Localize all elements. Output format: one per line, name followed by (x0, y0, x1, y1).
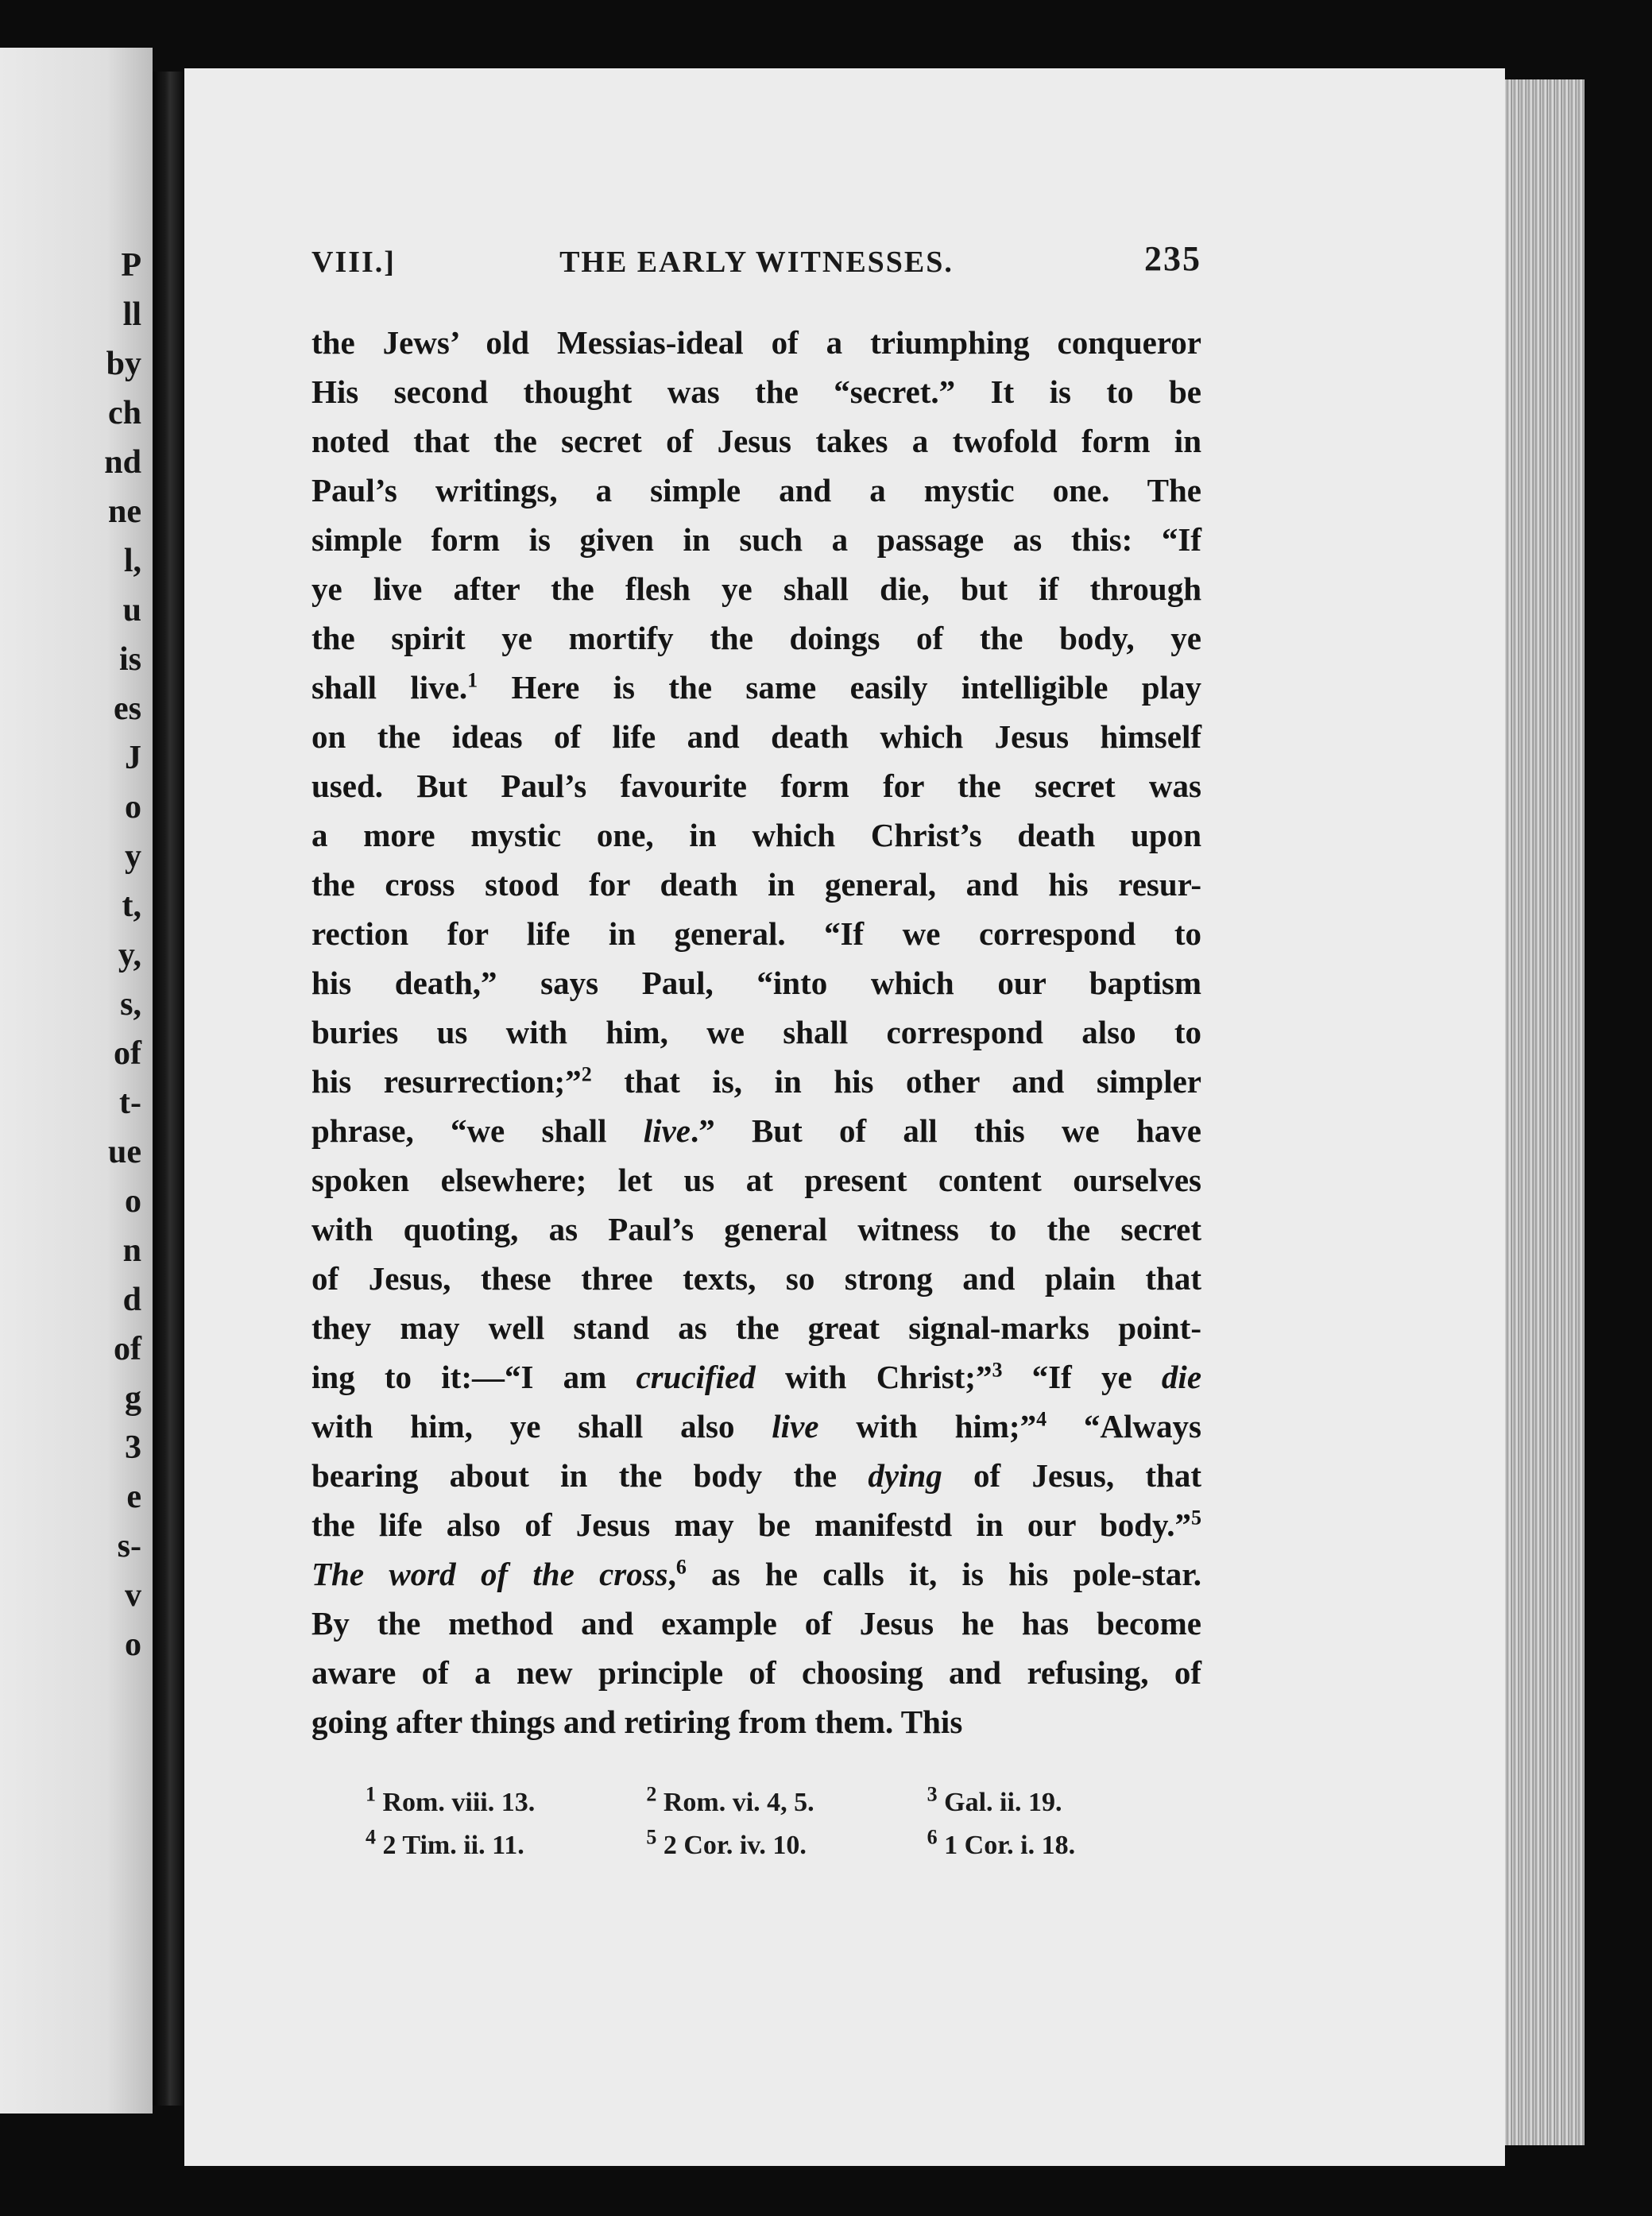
footnote (927, 1825, 1208, 1874)
text-line (311, 1599, 1201, 1648)
footnote-row (366, 1825, 1208, 1874)
text-run: .” But of all this we have (690, 1112, 1201, 1149)
footnote-number: 4 (366, 1825, 376, 1849)
text-line (311, 860, 1201, 909)
text-run: with him, ye shall also (311, 1408, 772, 1444)
text-line (311, 909, 1201, 958)
book-gutter (153, 72, 184, 2106)
facing-page-fragment-text: o (125, 789, 141, 826)
footnote-reference: Rom. viii. 13. (376, 1788, 536, 1817)
facing-page-fragment-text: g (125, 1380, 141, 1417)
facing-page-fragment-text: 3 (125, 1429, 141, 1466)
text-run: ye live after the flesh ye shall die, but if through (311, 570, 1201, 607)
running-title: THE EARLY WITNESSES. (559, 246, 954, 279)
footnote-ref: 5 (1191, 1506, 1201, 1530)
text-run: the cross stood for death in general, and his resur- (311, 866, 1201, 903)
footnote-reference: 1 Cor. i. 18. (937, 1831, 1076, 1860)
text-run: that is, in his other and simpler (591, 1063, 1201, 1100)
text-run: with Christ;” (755, 1359, 992, 1395)
text-line (311, 663, 1201, 712)
footnote-number: 3 (927, 1782, 938, 1806)
text-line (311, 416, 1201, 466)
italic-text: crucified (636, 1359, 756, 1395)
facing-page-fragment-text: of (114, 1331, 141, 1367)
text-line (311, 466, 1201, 515)
footnote-number: 1 (366, 1782, 376, 1806)
text-line (311, 1007, 1201, 1057)
facing-page-fragment-text: es (114, 690, 141, 727)
footnotes (366, 1782, 1208, 1874)
text-run: they may well stand as the great signal-marks point- (311, 1309, 1201, 1346)
facing-page-fragment-text: u (122, 592, 141, 628)
text-line (311, 1352, 1201, 1402)
text-line (311, 1402, 1201, 1451)
text-line (311, 1254, 1201, 1303)
footnote (646, 1782, 927, 1831)
facing-page-fragment-text: J (125, 740, 141, 776)
facing-page-fragment-text: n (122, 1232, 141, 1269)
footnote-row (366, 1782, 1208, 1831)
footnote-number: 5 (646, 1825, 657, 1849)
text-run: on the ideas of life and death which Jesus himself (311, 718, 1201, 755)
footnote-ref: 1 (467, 668, 478, 692)
footnote-reference: Rom. vi. 4, 5. (656, 1788, 814, 1817)
facing-page-fragment-text: of (114, 1035, 141, 1072)
text-line (311, 712, 1201, 761)
text-run: spoken elsewhere; let us at present content ourselves (311, 1162, 1201, 1198)
italic-text: The word of the cross (311, 1556, 668, 1592)
facing-page-fragment (0, 48, 153, 2114)
text-run: “If ye (1002, 1359, 1162, 1395)
text-line (311, 1549, 1201, 1599)
page-number: 235 (1144, 239, 1201, 278)
facing-page-fragment-text: by (106, 346, 141, 382)
text-run: “Always (1047, 1408, 1201, 1444)
text-run: aware of a new principle of choosing and refusing, of (311, 1654, 1201, 1691)
text-line (311, 318, 1201, 367)
text-line (311, 564, 1201, 613)
text-run: Here is the same easily intelligible play (478, 669, 1201, 706)
text-run: his resurrection;” (311, 1063, 582, 1100)
facing-page-fragment-text: o (125, 1183, 141, 1220)
footnote (646, 1825, 927, 1874)
page-edges (1505, 79, 1584, 2145)
text-run: bearing about in the body the (311, 1457, 869, 1494)
text-run: ing to it:—“I am (311, 1359, 636, 1395)
text-run: of Jesus, these three texts, so strong and plain that (311, 1260, 1201, 1297)
facing-page-fragment-text: v (125, 1577, 141, 1614)
text-line (311, 1451, 1201, 1500)
text-run: , (667, 1556, 676, 1592)
facing-page-fragment-text: is (118, 641, 141, 678)
text-run: His second thought was the “secret.” It is to be (311, 373, 1201, 410)
footnote-reference: 2 Tim. ii. 11. (376, 1831, 524, 1860)
facing-page-fragment-text: d (122, 1282, 141, 1318)
facing-page-fragment-text: t, (122, 888, 141, 924)
footnote-reference: Gal. ii. 19. (937, 1788, 1062, 1817)
facing-page-fragment-text: t- (119, 1085, 141, 1121)
text-run: noted that the secret of Jesus takes a twofold form in (311, 423, 1201, 459)
text-run: with quoting, as Paul’s general witness to the secret (311, 1211, 1201, 1247)
text-run: rection for life in general. “If we correspond to (311, 915, 1201, 952)
facing-page-fragment-text: ch (108, 395, 141, 431)
facing-page-fragment-text: P (121, 247, 141, 284)
text-line (311, 1648, 1201, 1697)
text-line (311, 1500, 1201, 1549)
text-line (311, 1303, 1201, 1352)
italic-text: dying (868, 1457, 942, 1494)
text-line (311, 515, 1201, 564)
text-run: of Jesus, that (942, 1457, 1201, 1494)
text-line (311, 958, 1201, 1007)
text-run: shall live. (311, 669, 468, 706)
text-line (311, 1697, 1201, 1746)
footnote-number: 6 (927, 1825, 938, 1849)
text-run: By the method and example of Jesus he has become (311, 1605, 1201, 1642)
text-line (311, 1155, 1201, 1205)
text-run: with him;” (818, 1408, 1037, 1444)
text-line (311, 1057, 1201, 1106)
text-line (311, 761, 1201, 810)
footnote-ref: 3 (992, 1358, 1003, 1382)
footnote-ref: 4 (1036, 1407, 1047, 1431)
text-run: a more mystic one, in which Christ’s death upon (311, 817, 1201, 853)
italic-text: die (1161, 1359, 1202, 1395)
text-line (311, 367, 1201, 416)
text-run: the life also of Jesus may be manifestd in our body.” (311, 1506, 1191, 1543)
facing-page-fragment-text: y (125, 838, 141, 875)
footnote-reference: 2 Cor. iv. 10. (656, 1831, 807, 1860)
text-run: phrase, “we shall (311, 1112, 644, 1149)
text-run: going after things and retiring from them. This (311, 1704, 963, 1740)
text-run: the spirit ye mortify the doings of the body, ye (311, 620, 1201, 656)
footnote (927, 1782, 1208, 1831)
facing-page-fragment-text: s, (120, 986, 141, 1023)
text-run: his death,” says Paul, “into which our baptism (311, 965, 1201, 1001)
footnote (366, 1825, 646, 1874)
text-line (311, 1106, 1201, 1155)
facing-page-fragment-text: nd (104, 444, 141, 481)
facing-page-fragment-text: e (126, 1479, 141, 1515)
footnote-number: 2 (646, 1782, 657, 1806)
facing-page-fragment-text: y, (118, 937, 141, 973)
facing-page-fragment-text: l, (123, 543, 141, 579)
facing-page-fragment-text: ue (108, 1134, 141, 1170)
text-line (311, 810, 1201, 860)
facing-page-fragment-text: ne (108, 493, 141, 530)
facing-page-fragment-text: s- (117, 1528, 141, 1564)
text-run: the Jews’ old Messias-ideal of a triumphing conqueror (311, 324, 1201, 361)
facing-page-fragment-text: ll (122, 296, 141, 333)
text-run: as he calls it, is his pole-star. (686, 1556, 1201, 1592)
running-head (311, 238, 1201, 286)
text-run: used. But Paul’s favourite form for the secret was (311, 768, 1201, 804)
footnote (366, 1782, 646, 1831)
text-run: simple form is given in such a passage as this: “If (311, 521, 1201, 558)
body-text (311, 318, 1201, 1746)
chapter-marker: VIII.] (311, 246, 396, 279)
text-run: buries us with him, we shall correspond also to (311, 1014, 1201, 1050)
text-line (311, 1205, 1201, 1254)
italic-text: live (772, 1408, 819, 1444)
facing-page-fragment-text: o (125, 1626, 141, 1663)
footnote-ref: 2 (581, 1062, 592, 1086)
footnote-ref: 6 (675, 1555, 687, 1579)
italic-text: live (643, 1112, 691, 1149)
text-line (311, 613, 1201, 663)
text-run: Paul’s writings, a simple and a mystic one. The (311, 472, 1201, 509)
